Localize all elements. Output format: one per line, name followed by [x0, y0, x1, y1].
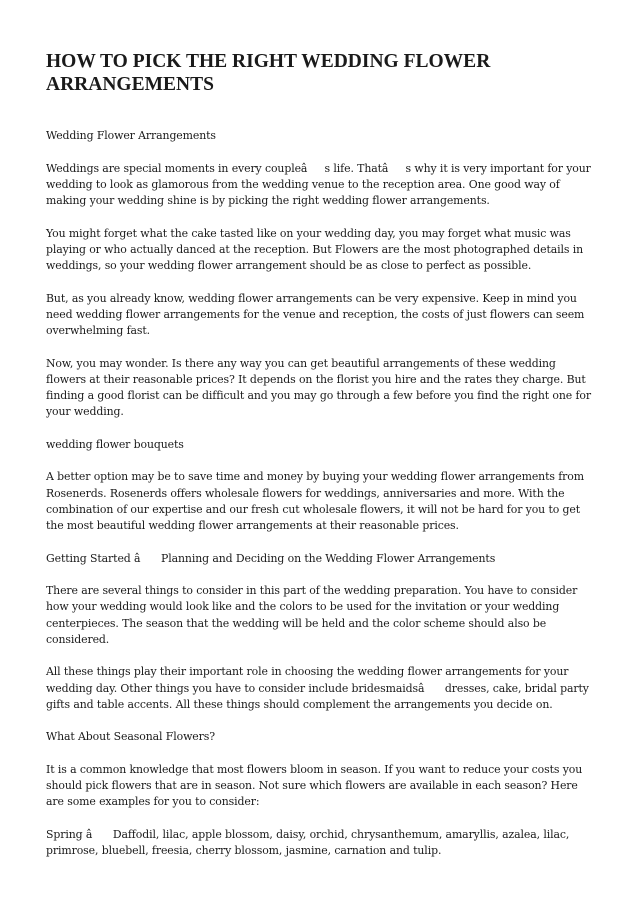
body-paragraph: There are several things to consider in this part of the wedding preparation. You have to consider how your wedding would look like and the colors to be used for the invitation or your wedding centerpieces. The season that the wedding will be held and the color scheme should also be considered. — [46, 584, 578, 646]
body-paragraph: All these things play their important role in choosing the wedding flower arrangements for your wedding day. Other things you have to consider include bridesmaidsâ dresses, cake, bridal party gifts and table accents. All these things should complement the arrangements you decide on. — [46, 665, 589, 711]
body-paragraph: Weddings are special moments in every coupleâs life. Thatâs why it is very important for your wedding to look as glamorous from the wedding venue to the reception area. One good way of making your wedding shine is by picking the right wedding flower arrangements. — [46, 161, 591, 207]
section-heading: Wedding Flower Arrangements — [46, 129, 216, 142]
document-page — [46, 50, 594, 876]
body-paragraph: A better option may be to save time and money by buying your wedding flower arrangements from Rosenerds. Rosenerds offers wholesale flowers for weddings, anniversaries and more. With the combination of our expertise and our fresh cut wholesale flowers, it will not be hard for you to get the most beautiful wedding flower arrangements at their reasonable prices. — [46, 470, 584, 532]
body-paragraph: Now, you may wonder. Is there any way you can get beautiful arrangements of these wedding flowers at their reasonable prices? It depends on the florist you hire and the rates they charge. But finding a good florist can be difficult and you may go through a few before you find the right one for your wedding. — [46, 356, 591, 419]
body-paragraph: Spring â Daffodil, lilac, apple blossom, daisy, orchid, chrysanthemum, amaryllis, azalea, lilac, primrose, bluebell, freesia, cherry blossom, jasmine, carnation and tulip. — [46, 827, 570, 858]
body-paragraph: It is a common knowledge that most flowers bloom in season. If you want to reduce your costs you should pick flowers that are in season. Not sure which flowers are available in each season? Here are some examples for you to consider: — [46, 762, 583, 809]
body-paragraph: You might forget what the cake tasted like on your wedding day, you may forget what music was playing or who actually danced at the reception. But Flowers are the most photographed details in weddings, so your wedding flower arrangement should be as close to perfect as possible. — [46, 226, 584, 272]
section-heading: Getting Started â Planning and Deciding on the Wedding Flower Arrangements — [46, 551, 496, 565]
section-heading: wedding flower bouquets — [46, 437, 184, 451]
body-paragraph: But, as you already know, wedding flower arrangements can be very expensive. Keep in mind you need wedding flower arrangements for the venue and reception, the costs of just flowers can seem overwhelming fast. — [46, 291, 585, 337]
document-title: HOW TO PICK THE RIGHT WEDDING FLOWER ARRANGEMENTS — [46, 51, 491, 95]
section-heading: What About Seasonal Flowers? — [46, 730, 215, 744]
